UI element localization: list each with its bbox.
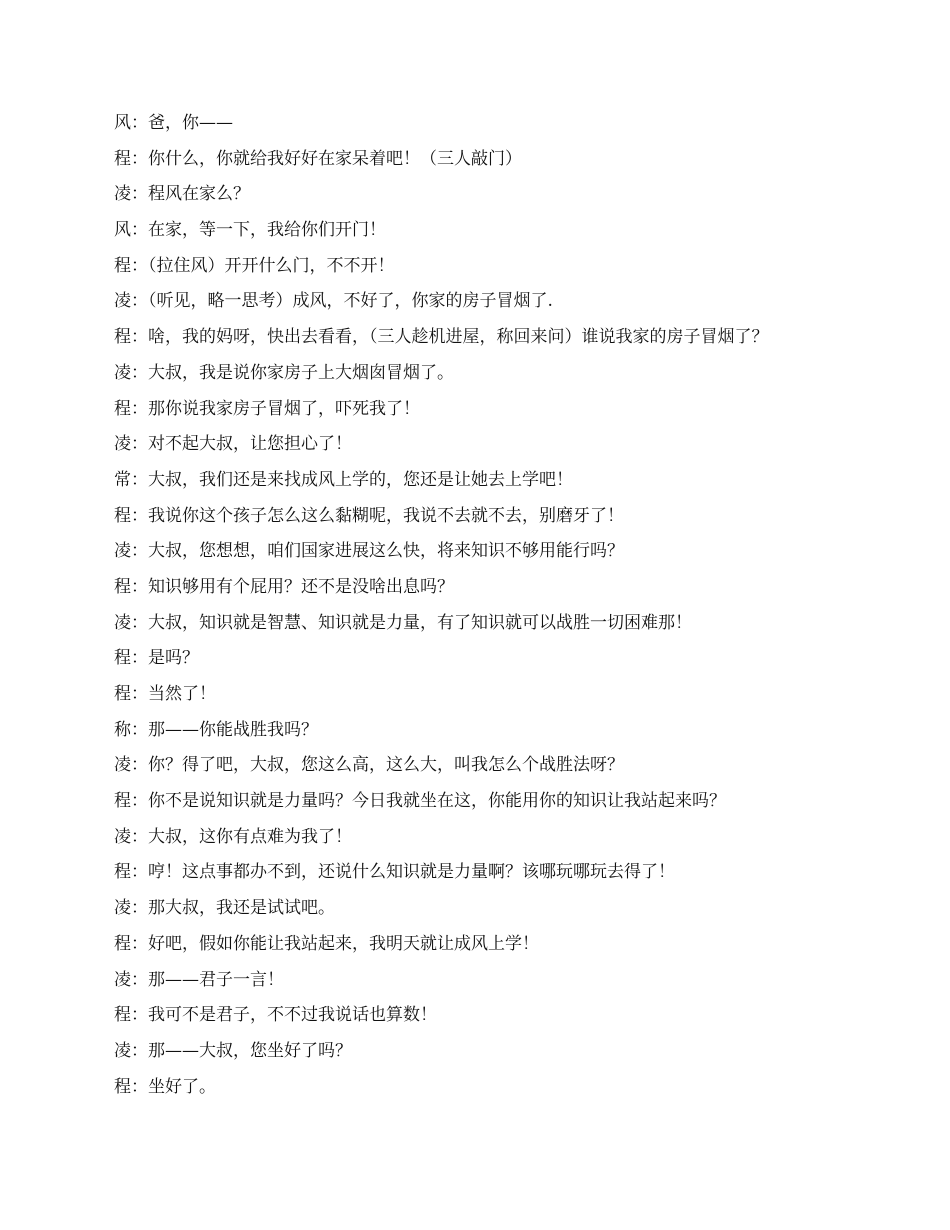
dialogue-line: 程：你什么，你就给我好好在家呆着吧！（三人敲门） <box>114 148 522 169</box>
dialogue-line: 凌：（听见，略一思考）成风，不好了，你家的房子冒烟了. <box>114 291 553 312</box>
dialogue-line: 称：那——你能战胜我吗？ <box>114 719 318 740</box>
dialogue-script <box>114 106 874 1105</box>
dialogue-line: 程：坐好了。 <box>114 1076 216 1097</box>
dialogue-line: 程：当然了！ <box>114 684 216 704</box>
dialogue-line: 风：爸，你—— <box>114 113 233 133</box>
dialogue-line: 风：在家，等一下，我给你们开门！ <box>114 220 386 241</box>
dialogue-line: 程：那你说我家房子冒烟了，吓死我了！ <box>114 398 420 419</box>
dialogue-line: 凌：大叔，知识就是智慧、知识就是力量，有了知识就可以战胜一切困难那！ <box>114 612 692 633</box>
dialogue-line: 程：是吗？ <box>114 648 199 669</box>
dialogue-line: 常：大叔，我们还是来找成风上学的，您还是让她去上学吧！ <box>114 469 573 490</box>
dialogue-line: 程：我可不是君子，不不过我说话也算数！ <box>114 1005 437 1026</box>
dialogue-line: 程：我说你这个孩子怎么这么黏糊呢，我说不去就不去，别磨牙了！ <box>114 505 624 526</box>
dialogue-line: 凌：那——大叔，您坐好了吗？ <box>114 1040 352 1061</box>
dialogue-line: 程：好吧，假如你能让我站起来，我明天就让成风上学！ <box>114 933 539 954</box>
dialogue-line: 凌：对不起大叔，让您担心了！ <box>114 434 352 455</box>
dialogue-line: 程：（拉住风）开开什么门，不不开！ <box>114 255 395 276</box>
dialogue-line: 程：你不是说知识就是力量吗？今日我就坐在这，你能用你的知识让我站起来吗？ <box>114 791 726 812</box>
dialogue-line: 凌：程风在家么？ <box>114 184 250 205</box>
dialogue-line: 凌：大叔，这你有点难为我了！ <box>114 826 352 847</box>
dialogue-line: 程：哼！这点事都办不到，还说什么知识就是力量啊？该哪玩哪玩去得了！ <box>114 862 675 883</box>
dialogue-line: 程：啥，我的妈呀，快出去看看，（三人趁机进屋，称回来问）谁说我家的房子冒烟了？ <box>114 327 769 348</box>
dialogue-line: 凌：大叔，您想想，咱们国家进展这么快，将来知识不够用能行吗？ <box>114 541 624 562</box>
dialogue-line: 凌：大叔，我是说你家房子上大烟囱冒烟了。 <box>114 362 454 383</box>
dialogue-line: 凌：你？得了吧，大叔，您这么高，这么大，叫我怎么个战胜法呀？ <box>114 755 624 776</box>
dialogue-line: 凌：那大叔，我还是试试吧。 <box>114 898 335 919</box>
dialogue-line: 凌：那——君子一言！ <box>114 969 284 990</box>
dialogue-line: 程：知识够用有个屁用？还不是没啥出息吗？ <box>114 576 454 597</box>
